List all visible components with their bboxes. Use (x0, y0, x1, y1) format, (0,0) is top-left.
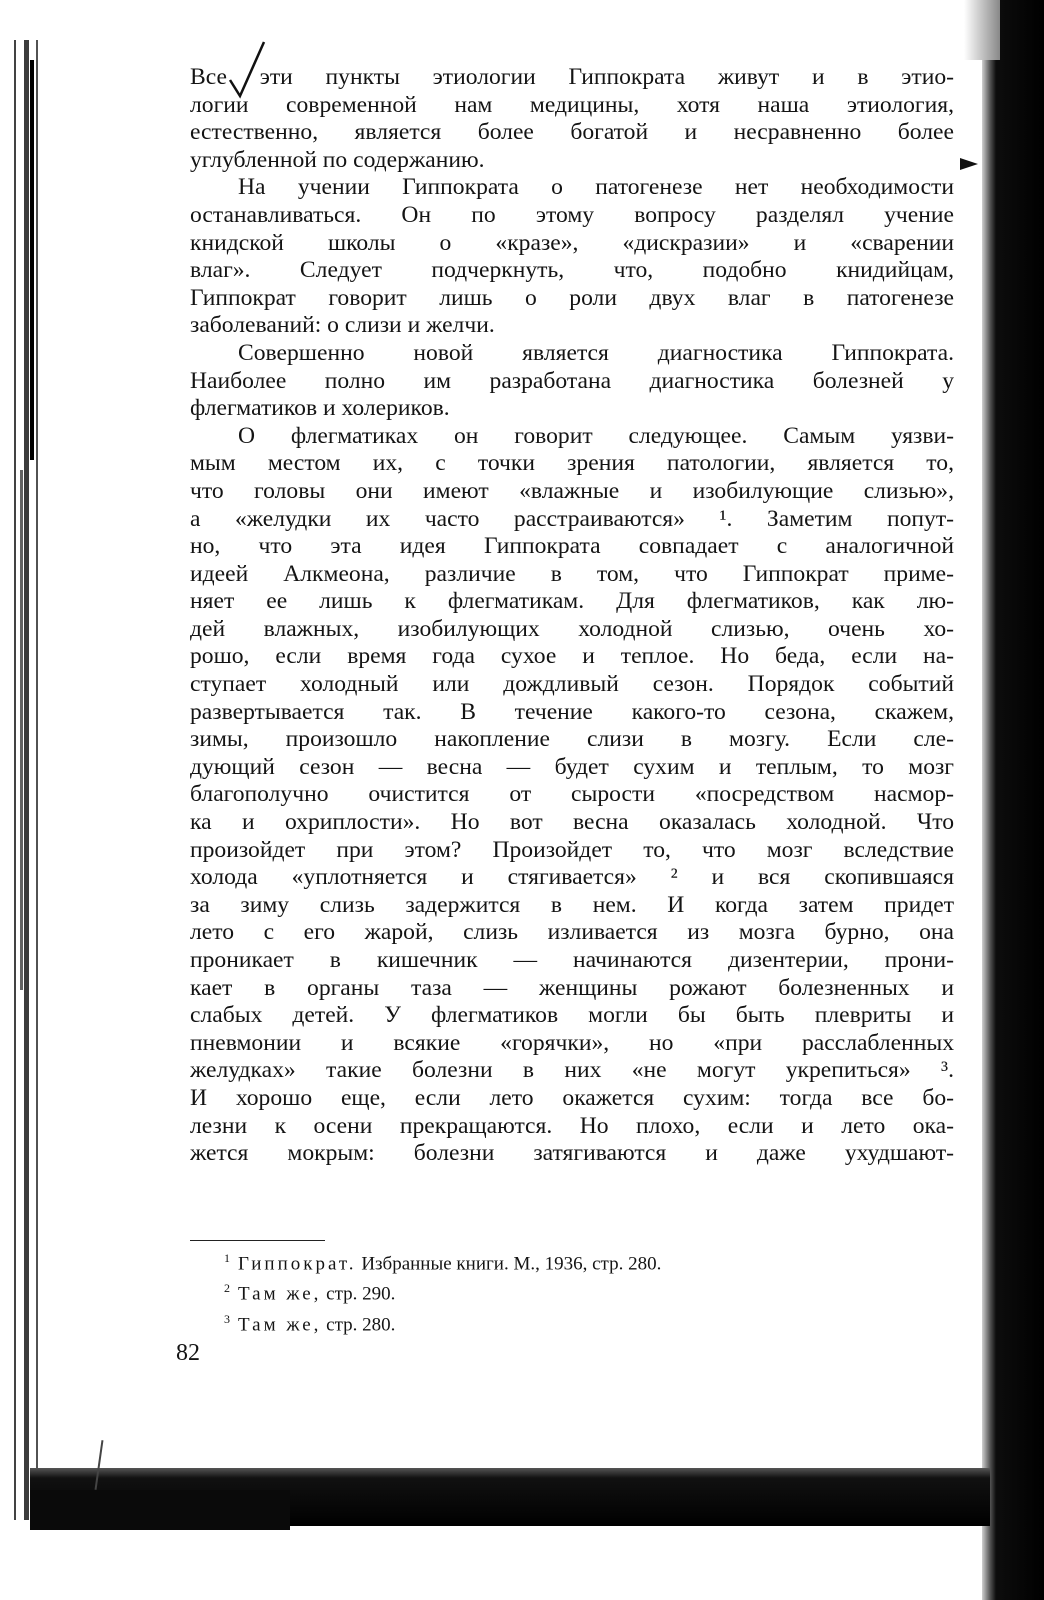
body-text (190, 64, 954, 1168)
text-line: развертывается так. В течение какого-то сезона, скажем, (190, 698, 954, 725)
text-line: На учении Гиппократа о патогенезе нет необходимости (238, 174, 954, 201)
text-line: ка и охриплости». Но вот весна оказалась холодной. Что (190, 809, 954, 836)
page-number: 82 (176, 1340, 200, 1366)
text-line: дующий сезон — весна — будет сухим и теплым, то мозг (190, 753, 954, 780)
text-line: холода «уплотняется и стягивается» ² и вся скопившаяся (190, 864, 954, 891)
text-line: желудках» такие болезни в них «не могут укрепиться» ³. (190, 1057, 954, 1084)
text-line: слабых детей. У флегматиков могли бы быть плевриты и (190, 1002, 954, 1029)
footnote-author: Гиппократ. (238, 1253, 357, 1275)
text-line: дей влажных, изобилующих холодной слизью, очень хо- (190, 615, 954, 642)
footnote-author: Там же, (238, 1313, 322, 1335)
footnote-divider (190, 1240, 325, 1241)
paragraph-diagnostics (190, 340, 954, 423)
text-line: естественно, является более богатой и несравненно более (190, 119, 954, 146)
text-line: за зиму слизь задержится в нем. И когда затем придет (190, 891, 954, 918)
footnote-mark: 3 (224, 1311, 230, 1326)
footnote (224, 1276, 924, 1306)
scan-edge-left-line (30, 60, 34, 460)
text-line: пневмонии и всякие «горячки», но «при расслабленных (190, 1029, 954, 1056)
footnote-author: Там же, (238, 1283, 322, 1305)
text-line: влаг». Следует подчеркнуть, что, подобно книдийцам, (190, 257, 954, 284)
footnote-text: стр. 280. (326, 1313, 396, 1335)
margin-arrow-icon (958, 154, 980, 174)
paragraph-phlegmatics (190, 423, 954, 1168)
footnote-text: Избранные книги. М., 1936, стр. 280. (361, 1253, 662, 1275)
text-line: няет ее лишь к флегматикам. Для флегматиков, как лю- (190, 588, 954, 615)
text-line: что головы они имеют «влажные и изобилующие слизью», (190, 477, 954, 504)
scan-corner-top-right (964, 0, 1000, 60)
text-line: зимы, произошло накопление слизи в мозгу. Если сле- (190, 726, 954, 753)
text-line: Гиппократ говорит лишь о роли двух влаг в патогенезе (190, 284, 954, 311)
text-line: Совершенно новой является диагностика Гиппократа. (238, 339, 954, 366)
text-line: лезни к осени прекращаются. Но плохо, если и лето ока- (190, 1112, 954, 1139)
footnote (224, 1246, 924, 1276)
text-line: останавливаться. Он по этому вопросу разделял учение (190, 201, 954, 228)
paragraph-pathogenesis (190, 174, 954, 340)
scan-edge-bottom-left (30, 1490, 290, 1530)
text-line: углубленной по содержанию. (190, 146, 485, 173)
text-line: мым местом их, с точки зрения патологии, является то, (190, 450, 954, 477)
text-line: жется мокрым: болезни затягиваются и даже ухудшают- (190, 1140, 954, 1167)
text-line: но, что эта идея Гиппократа совпадает с аналогичной (190, 533, 954, 560)
paragraph-etiology (190, 64, 954, 174)
footnote-text: стр. 290. (326, 1283, 396, 1305)
text-line: проникает в кишечник — начинаются дизентерии, прони- (190, 947, 954, 973)
text-line: логии современной нам медицины, хотя наша этиология, (190, 91, 954, 118)
text-line: флегматиков и холериков. (190, 395, 450, 422)
scan-edge-right (982, 0, 1044, 1600)
text-line: произойдет при этом? Произойдет то, что мозг вследствие (190, 836, 954, 863)
scan-edge-left-line-lower (20, 470, 23, 990)
scan-edge-left (0, 40, 78, 1520)
footnotes (224, 1246, 924, 1337)
text-line: О флегматиках он говорит следующее. Самым уязви- (238, 422, 954, 449)
text-line: Все эти пункты этиологии Гиппократа живут и в этио- (190, 64, 954, 90)
text-line: ступает холодный или дождливый сезон. Порядок событий (190, 671, 954, 698)
text-line: кает в органы таза — женщины рожают болезненных и (190, 974, 954, 1001)
footnote (224, 1307, 924, 1337)
text-line: рошо, если время года сухое и теплое. Но беда, если на- (190, 643, 954, 670)
text-line: идеей Алкмеона, различие в том, что Гиппократ приме- (190, 560, 954, 587)
text-line: заболеваний: о слизи и желчи. (190, 312, 495, 339)
text-line: И хорошо еще, если лето окажется сухим: тогда все бо- (190, 1084, 954, 1111)
footnote-mark: 1 (224, 1251, 230, 1265)
text-line: книдской школы о «кразе», «дискразии» и «сварении (190, 229, 954, 256)
footnote-mark: 2 (224, 1281, 230, 1296)
text-line: а «желудки их часто расстраиваются» ¹. Заметим попут- (190, 505, 954, 532)
text-line: лето с его жарой, слизь изливается из мозга бурно, она (190, 919, 954, 946)
text-line: благополучно очистится от сырости «посредством насмор- (190, 781, 954, 808)
text-line: Наиболее полно им разработана диагностика болезней у (190, 367, 954, 394)
